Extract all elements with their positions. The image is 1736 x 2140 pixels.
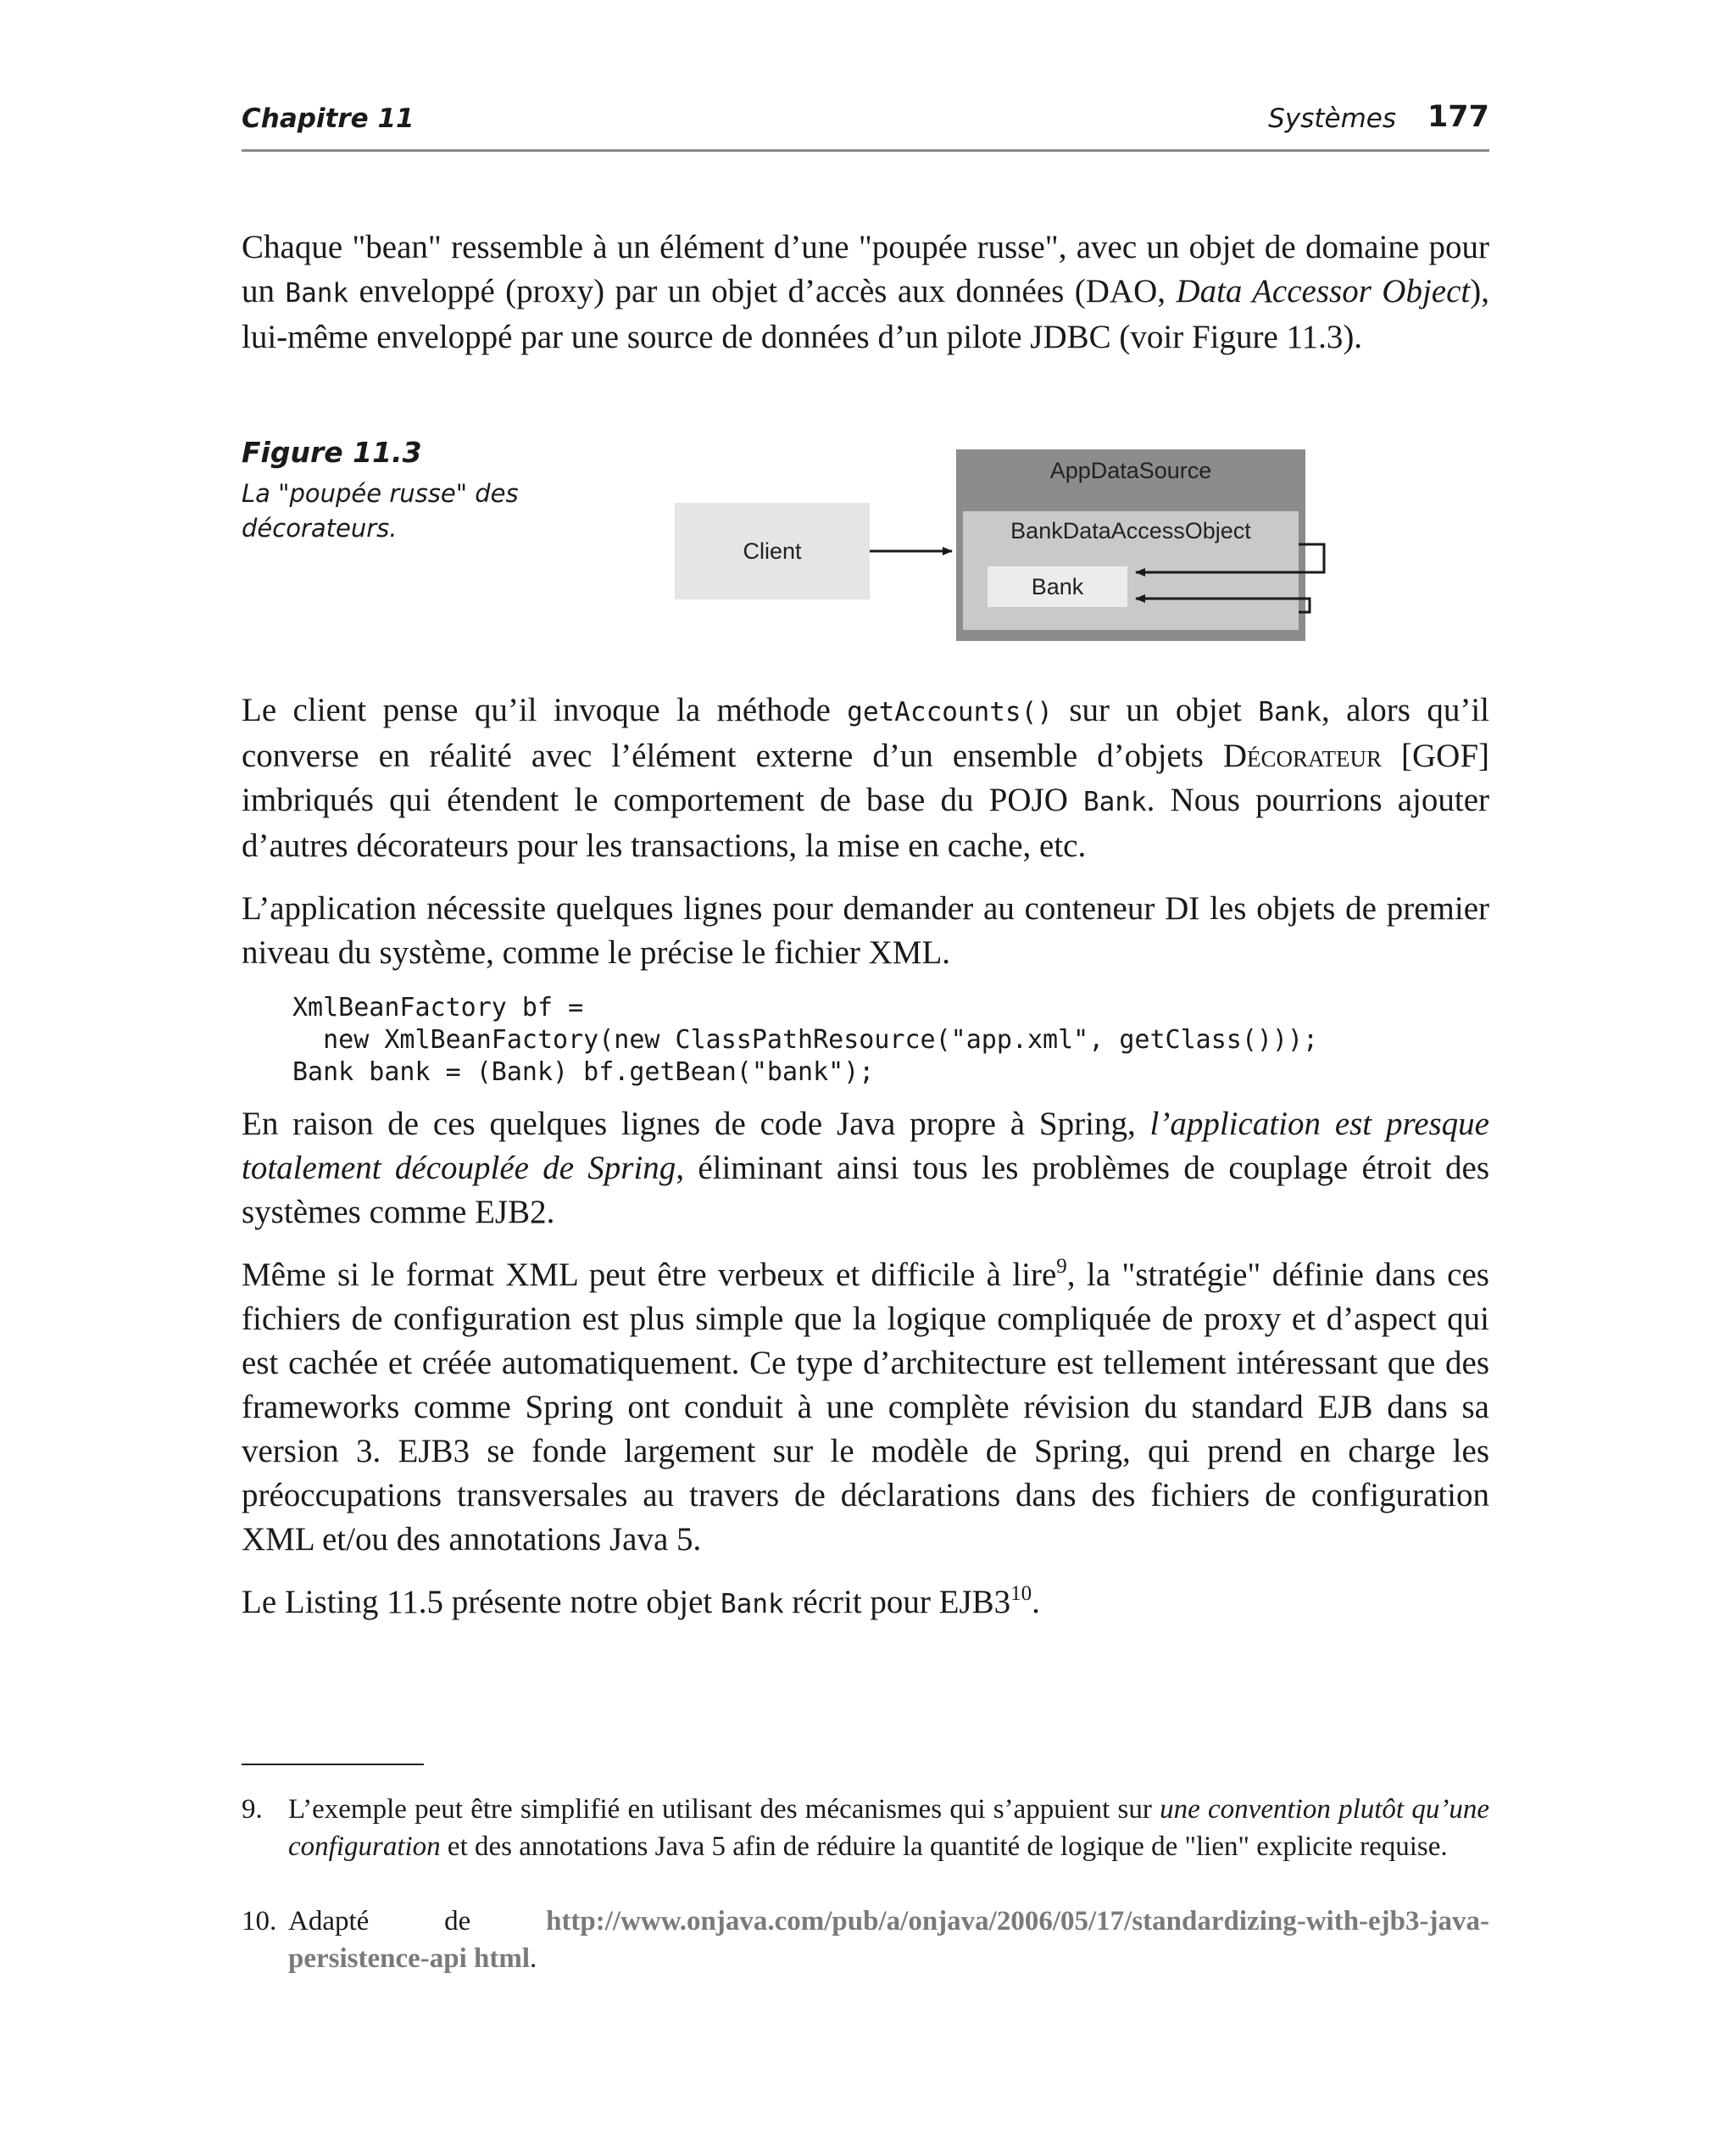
header-rule (242, 149, 1489, 152)
paragraph-listing-ref: Le Listing 11.5 présente notre objet Bank récrit pour $EJB3^{10}$. (242, 1582, 1040, 1620)
inline-code: getAccounts() (847, 697, 1053, 727)
client-box: Client (675, 503, 870, 599)
chapter-label: Chapitre 11 (242, 103, 415, 134)
emphasis: Data Accessor Object (1176, 273, 1471, 309)
footnote-9: 9. L’exemple peut être simplifié en utilisant des mécanismes qui s’appuient sur une convention plutôt qu’une configuration et des annotations Java 5 afin de réduire la quantité de logique de "lien" explicite requise. (242, 1791, 1489, 1865)
paragraph-spring-decoupling: En raison de ces quelques lignes de code Java propre à Spring, l’application est presque totalement découplée de Spring, éliminant ainsi tous les problèmes de couplage étroit des systèmes comme EJB2. (242, 1106, 1489, 1230)
figure-title: Figure 11.3 (242, 436, 422, 469)
code-line: XmlBeanFactory bf = (292, 993, 584, 1023)
bank-dao-label: BankDataAccessObject (1010, 518, 1251, 543)
inline-code: Bank (1083, 787, 1147, 817)
footnote-rule (242, 1764, 424, 1765)
code-line: Bank bank = (Bank) bf.getBean("bank"); (292, 1057, 875, 1087)
app-data-source-label: AppDataSource (1049, 458, 1212, 483)
inline-code: Bank (1258, 697, 1321, 727)
bank-box: Bank (988, 566, 1127, 607)
emphasis: une convention plutôt qu’une configuration (288, 1794, 1489, 1862)
footnote-number: 9. (242, 1794, 263, 1825)
emphasis: l’application est presque totalement découplée de Spring (242, 1106, 1489, 1186)
figure-caption-text: La "poupée russe" des décorateurs. (242, 479, 519, 543)
footnote-ref-9[interactable]: 9 (1056, 1255, 1067, 1278)
code-line: new XmlBeanFactory(new ClassPathResource("app.xml", getClass())); (292, 1025, 1319, 1055)
paragraph-client-decorator: Le client pense qu’il invoque la méthode getAccounts() sur un objet Bank, alors qu’il converse en réalité avec l’élément externe d’un ensemble d’objets Décorateur [GOF] imbriqués qui étendent le comportement de base du POJO Bank. Nous pourrions ajouter d’autres décorateurs pour les transactions, la mise en cache, etc. (242, 692, 1490, 864)
footnote-number: 10. (242, 1906, 277, 1937)
footnote-10: 10. Adapté de http://www.onjava.com/pub/a/onjava/2006/05/17/standardizing-with-ejb3-java-persistence-api html. (242, 1903, 1489, 1977)
inline-code: Bank (721, 1589, 784, 1619)
code-listing (292, 992, 1318, 1089)
paragraph-bean-intro: Chaque "bean" ressemble à un élément d’une "poupée russe", avec un objet de domaine pour un Bank enveloppé (proxy) par un objet d’accès aux données (DAO, Data Accessor Object), lui-même enveloppé par une source de données d’un pilote JDBC (voir Figure 11.3). (242, 229, 1490, 355)
paragraph-xml-strategy: Même si le format XML peut être verbeux et difficile à lire$^9$, la "stratégie" définie dans ces fichiers de configuration est plus simple que la logique compliquée de proxy et d’aspect qui est cachée et créée automatiquement. Ce type d’architecture est tellement intéressant que des frameworks comme Spring ont conduit à une complète révision du standard EJB dans sa version 3. EJB3 se fonde largement sur le modèle de Spring, qui prend en charge les préoccupations transversales au travers de déclarations dans des fichiers de configuration XML et/ou des annotations Java 5. (242, 1255, 1489, 1558)
section-label: Systèmes (1268, 103, 1396, 134)
decorator-diagram (670, 445, 1348, 649)
figure-caption (242, 434, 530, 546)
inline-code: Bank (285, 278, 349, 309)
footnote-link[interactable]: http://www.onjava.com/pub/a/onjava/2006/05/17/standardizing-with-ejb3-java-persistence-api html (288, 1906, 1489, 1974)
datasource-to-bank-arrow (1136, 599, 1310, 612)
page-number: 177 (1427, 100, 1489, 134)
dao-to-bank-arrow (1136, 544, 1324, 572)
diagram-arrows (670, 445, 1348, 649)
footnote-ref-10[interactable]: 10 (1010, 1582, 1032, 1605)
running-header (242, 100, 1489, 137)
small-caps-term: Décorateur (1222, 738, 1382, 774)
paragraph-application: L’application nécessite quelques lignes pour demander au conteneur DI les objets de premier niveau du système, comme le précise le fichier XML. (242, 890, 1489, 971)
